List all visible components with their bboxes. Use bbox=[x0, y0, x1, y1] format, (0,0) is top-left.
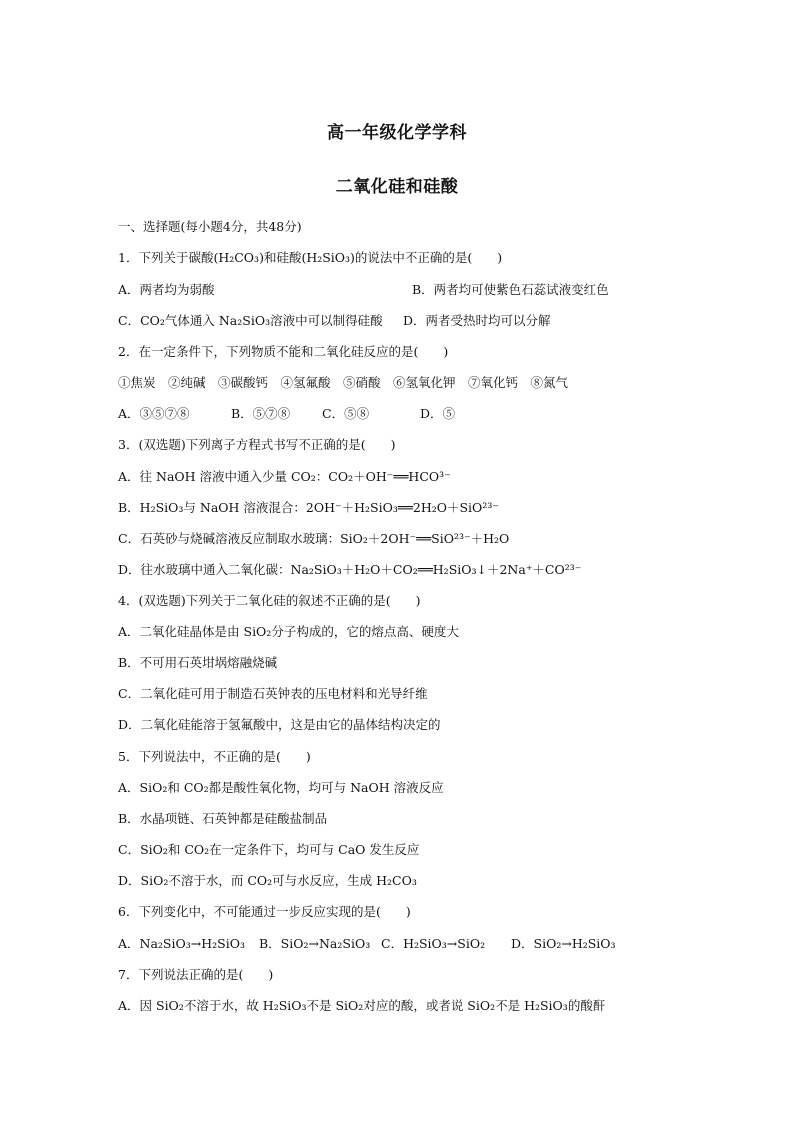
question-4-option-d: D．二氧化硅能溶于氢氟酸中，这是由它的晶体结构决定的 bbox=[118, 717, 441, 732]
question-3-option-d: D．往水玻璃中通入二氧化碳：Na₂SiO₃＋H₂O＋CO₂══H₂SiO₃↓＋2Na⁺＋CO²³⁻ bbox=[118, 562, 582, 577]
question-5-option-c: C．SiO₂和 CO₂在一定条件下，均可与 CaO 发生反应 bbox=[118, 842, 420, 857]
question-2-option-b: B．⑤⑦⑧ bbox=[231, 406, 291, 421]
question-2-option-d: D．⑤ bbox=[420, 406, 456, 421]
question-2-option-a: A．③⑤⑦⑧ bbox=[118, 406, 190, 421]
question-5-option-d: D．SiO₂不溶于水，而 CO₂可与水反应，生成 H₂CO₃ bbox=[118, 873, 417, 888]
question-5-stem: 5．下列说法中，不正确的是( ) bbox=[118, 749, 311, 764]
question-5-option-b: B．水晶项链、石英钟都是硅酸盐制品 bbox=[118, 811, 328, 826]
section-heading: 一、选择题(每小题4分，共48分) bbox=[118, 219, 302, 234]
question-2-stem: 2．在一定条件下，下列物质不能和二氧化硅反应的是( ) bbox=[118, 344, 449, 359]
question-6-option-c: C．H₂SiO₃→SiO₂ bbox=[381, 936, 486, 951]
question-4-option-c: C．二氧化硅可用于制造石英钟表的压电材料和光导纤维 bbox=[118, 686, 428, 701]
question-4-option-b: B．不可用石英坩埚熔融烧碱 bbox=[118, 655, 278, 670]
question-5-option-a: A．SiO₂和 CO₂都是酸性氧化物，均可与 NaOH 溶液反应 bbox=[118, 780, 444, 795]
question-1-stem: 1．下列关于碳酸(H₂CO₃)和硅酸(H₂SiO₃)的说法中不正确的是( ) bbox=[118, 250, 503, 265]
question-4-stem: 4．(双选题)下列关于二氧化硅的叙述不正确的是( ) bbox=[118, 593, 421, 608]
page-title: 高一年级化学学科 bbox=[327, 123, 467, 143]
question-3-option-a: A．往 NaOH 溶液中通入少量 CO₂：CO₂＋OH⁻══HCO³⁻ bbox=[118, 469, 451, 484]
question-3-stem: 3．(双选题)下列离子方程式书写不正确的是( ) bbox=[118, 437, 396, 452]
question-7-stem: 7．下列说法正确的是( ) bbox=[118, 967, 274, 982]
question-1-option-c: C．CO₂气体通入 Na₂SiO₃溶液中可以制得硅酸 bbox=[118, 313, 383, 328]
question-1-option-a: A．两者均为弱酸 bbox=[118, 282, 215, 297]
page-subtitle: 二氧化硅和硅酸 bbox=[335, 177, 459, 197]
question-6-option-d: D．SiO₂→H₂SiO₃ bbox=[511, 936, 616, 951]
question-4-option-a: A．二氧化硅晶体是由 SiO₂分子构成的，它的熔点高、硬度大 bbox=[118, 624, 459, 639]
question-3-option-c: C．石英砂与烧碱溶液反应制取水玻璃：SiO₂＋2OH⁻══SiO²³⁻＋H₂O bbox=[118, 531, 510, 546]
question-1-option-b: B．两者均可使紫色石蕊试液变红色 bbox=[412, 282, 609, 297]
question-2-items: ①焦炭 ②纯碱 ③碳酸钙 ④氢氟酸 ⑤硝酸 ⑥氢氧化钾 ⑦氧化钙 ⑧氮气 bbox=[118, 375, 569, 390]
question-6-stem: 6．下列变化中，不可能通过一步反应实现的是( ) bbox=[118, 904, 411, 919]
question-7-option-a: A．因 SiO₂不溶于水，故 H₂SiO₃不是 SiO₂对应的酸，或者说 SiO₂不是 H₂SiO₃的酸酐 bbox=[118, 998, 606, 1013]
question-3-option-b: B．H₂SiO₃与 NaOH 溶液混合：2OH⁻＋H₂SiO₃══2H₂O＋SiO²³⁻ bbox=[118, 500, 499, 515]
question-1-option-d: D．两者受热时均可以分解 bbox=[403, 313, 551, 328]
question-6-option-b: B．SiO₂→Na₂SiO₃ bbox=[259, 936, 371, 951]
question-2-option-c: C．⑤⑧ bbox=[322, 406, 370, 421]
question-6-option-a: A．Na₂SiO₃→H₂SiO₃ bbox=[118, 936, 245, 951]
